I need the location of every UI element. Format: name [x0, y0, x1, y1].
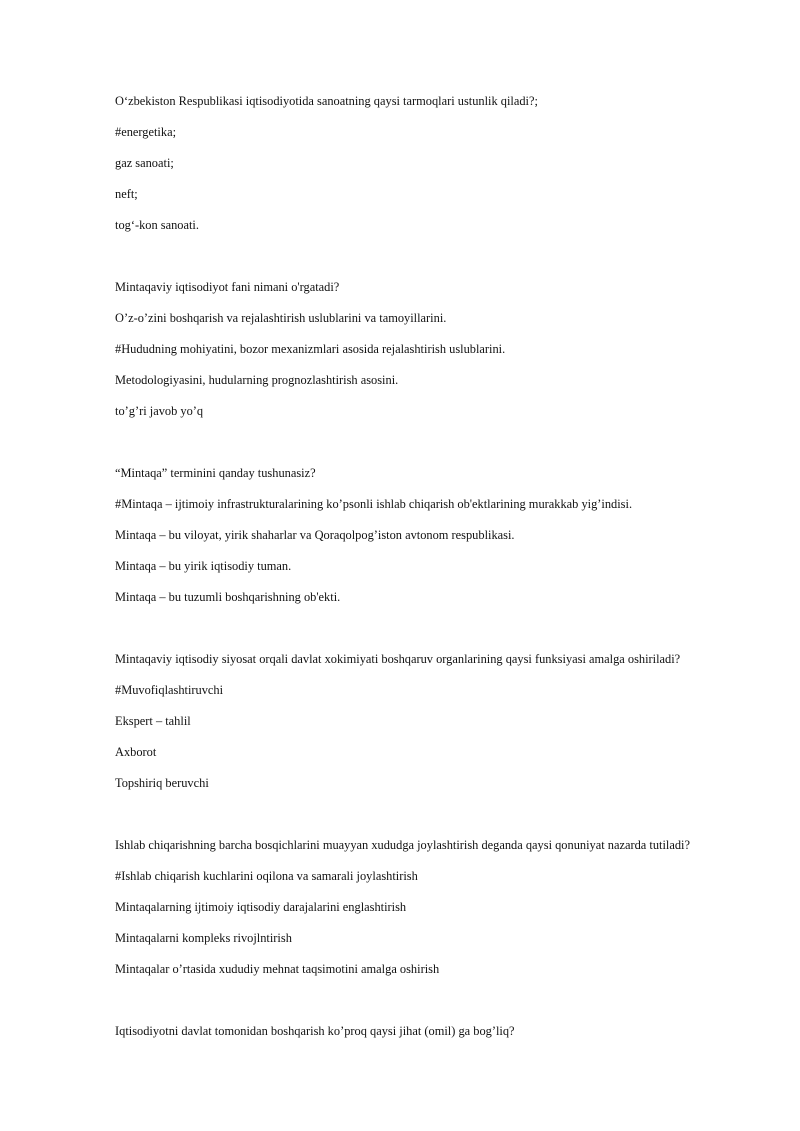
answer-option: Mintaqalarni kompleks rivojlntirish [115, 931, 292, 945]
question-text: “Mintaqa” terminini qanday tushunasiz? [115, 466, 316, 480]
answer-option: gaz sanoati; [115, 156, 174, 170]
question-text: Ishlab chiqarishning barcha bosqichlarini muayyan xududga joylashtirish deganda qaysi qonuniyat nazarda tutiladi? [115, 838, 690, 852]
question-text: Mintaqaviy iqtisodiy siyosat orqali davlat xokimiyati boshqaruv organlarining qaysi funksiyasi amalga oshiriladi? [115, 652, 681, 666]
answer-option: Metodologiyasini, hudularning prognozlashtirish asosini. [115, 373, 399, 387]
answer-option: O’z-o’zini boshqarish va rejalashtirish uslublarini va tamoyillarini. [115, 311, 447, 325]
question-text: Mintaqaviy iqtisodiyot fani nimani o'rgatadi? [115, 280, 340, 294]
answer-option: #Muvofiqlashtiruvchi [115, 683, 224, 697]
answer-option: Topshiriq beruvchi [115, 776, 209, 790]
answer-option: Ekspert – tahlil [115, 714, 191, 728]
answer-option: #energetika; [115, 125, 177, 139]
answer-option: Mintaqalarning ijtimoiy iqtisodiy darajalarini englashtirish [115, 900, 407, 914]
answer-option: #Ishlab chiqarish kuchlarini oqilona va samarali joylashtirish [115, 869, 418, 883]
answer-option: to’g’ri javob yo’q [115, 404, 204, 418]
answer-option: tog‘-kon sanoati. [115, 218, 199, 232]
question-text: Iqtisodiyotni davlat tomonidan boshqarish ko’proq qaysi jihat (omil) ga bog’liq? [115, 1024, 515, 1038]
answer-option: #Mintaqa – ijtimoiy infrastrukturalarining ko’psonli ishlab chiqarish ob'ektlarining murakkab yig’indisi. [115, 497, 633, 511]
answer-option: #Hududning mohiyatini, bozor mexanizmlari asosida rejalashtirish uslublarini. [115, 342, 506, 356]
answer-option: neft; [115, 187, 138, 201]
answer-option: Mintaqa – bu yirik iqtisodiy tuman. [115, 559, 292, 573]
answer-option: Axborot [115, 745, 157, 759]
answer-option: Mintaqa – bu viloyat, yirik shaharlar va Qoraqolpog’iston avtonom respublikasi. [115, 528, 515, 542]
answer-option: Mintaqalar o’rtasida xududiy mehnat taqsimotini amalga oshirish [115, 962, 440, 976]
question-text: O‘zbekiston Respublikasi iqtisodiyotida sanoatning qaysi tarmoqlari ustunlik qiladi?; [115, 94, 538, 108]
answer-option: Mintaqa – bu tuzumli boshqarishning ob'ekti. [115, 590, 341, 604]
